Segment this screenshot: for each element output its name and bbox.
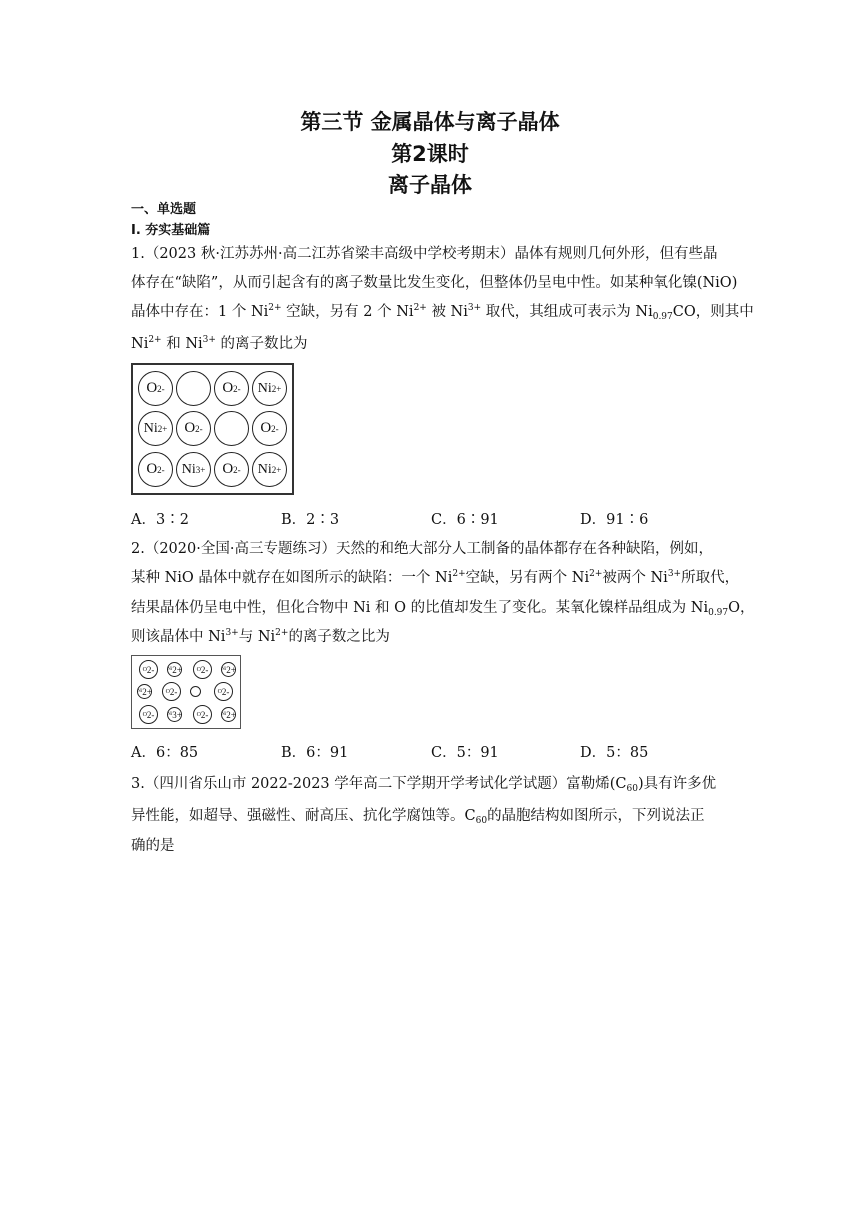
q2-line-4: 则该晶体中 $Ni^{3+}$与 $Ni^{2+}$的离子数之比为 <box>131 628 390 645</box>
ion-o2: O 2- <box>139 705 158 724</box>
section-heading: 一、单选题 <box>131 202 197 217</box>
ion-ni2: Ni 2+ <box>167 662 182 677</box>
q1-option-b[interactable]: B．2∶3 <box>281 512 340 528</box>
lesson-topic: 离子晶体 <box>388 173 472 197</box>
q3-line-1: 3.（四川省乐山市 2022-2023 学年高二下学期开学考试化学试题）富勒烯$(C_{60})$具有许多优 <box>131 776 717 794</box>
ion-o2: O 2- <box>139 660 158 679</box>
q2-line-3: 结果晶体仍呈电中性，但化合物中 Ni 和 O 的比值却发生了变化。某氧化镍样品组成为 $Ni_{0.97}O$， <box>131 600 755 618</box>
ion-o2: O 2- <box>162 682 181 701</box>
q1-option-c[interactable]: C．6∶91 <box>431 512 499 528</box>
q1-line-2: 体存在“缺陷”，从而引起含有的离子数量比发生变化，但整体仍呈电中性。如某种氧化镍(NiO) <box>131 275 738 291</box>
q3-line-2: 异性能，如超导、强磁性、耐高压、抗化学腐蚀等。$C_{60}$的晶胞结构如图所示，下列说法正 <box>131 808 705 826</box>
ion-ni2: Ni 2+ <box>252 371 287 406</box>
q1-line-1: 1.（2023 秋·江苏苏州·高二江苏省梁丰高级中学校考期末）晶体有规则几何外形，但有些晶 <box>131 246 718 262</box>
ion-o2: O 2- <box>214 682 233 701</box>
ion-o2: O 2- <box>214 371 249 406</box>
q2-line-2: 某种 NiO 晶体中就存在如图所示的缺陷：一个 $Ni^{2+}$空缺，另有两个 $Ni^{2+}$被两个 $Ni^{3+}$所取代， <box>131 569 740 586</box>
q2-option-b[interactable]: B．6：91 <box>281 745 349 761</box>
q3-line-3: 确的是 <box>131 838 175 854</box>
ion-vacancy <box>214 411 249 446</box>
ion-ni2: Ni 2+ <box>137 684 152 699</box>
ion-o2: O 2- <box>176 411 211 446</box>
ion-ni3: Ni 3+ <box>167 707 182 722</box>
q1-line-4: $Ni^{2+}$ 和 $Ni^{3+}$ 的离子数比为 <box>131 335 308 352</box>
ion-o2: O 2- <box>138 371 173 406</box>
ion-o2: O 2- <box>252 411 287 446</box>
lesson-number: 第2课时 <box>391 142 469 166</box>
q1-option-a[interactable]: A．3∶2 <box>131 512 189 528</box>
ion-vacancy <box>176 371 211 406</box>
q2-crystal-figure <box>131 655 241 729</box>
section-subheading: Ⅰ. 夯实基础篇 <box>131 223 211 238</box>
ion-vacancy <box>190 686 201 697</box>
ion-ni3: Ni 3+ <box>176 452 211 487</box>
ion-o2: O 2- <box>193 705 212 724</box>
ion-ni2: Ni 2+ <box>138 411 173 446</box>
ion-ni2: Ni 2+ <box>252 452 287 487</box>
q1-crystal-figure <box>131 363 294 495</box>
ion-ni2: Ni 2+ <box>221 707 236 722</box>
q2-line-1: 2.（2020·全国·高三专题练习）天然的和绝大部分人工制备的晶体都存在各种缺陷，例如， <box>131 541 713 557</box>
ion-ni2: Ni 2+ <box>221 662 236 677</box>
q2-option-d[interactable]: D．5：85 <box>580 745 649 761</box>
q2-option-c[interactable]: C．5：91 <box>431 745 499 761</box>
ion-o2: O 2- <box>193 660 212 679</box>
ion-o2: O 2- <box>138 452 173 487</box>
q2-option-a[interactable]: A．6：85 <box>131 745 199 761</box>
ion-o2: O 2- <box>214 452 249 487</box>
document-title: 第三节 金属晶体与离子晶体 <box>300 110 560 134</box>
q1-option-d[interactable]: D．91∶6 <box>580 512 649 528</box>
q1-line-3: 晶体中存在：1 个 $Ni^{2+}$ 空缺，另有 2 个 $Ni^{2+}$ 被 $Ni^{3+}$ 取代，其组成可表示为 $Ni_{0.97}CO$，则其中 <box>131 303 754 322</box>
